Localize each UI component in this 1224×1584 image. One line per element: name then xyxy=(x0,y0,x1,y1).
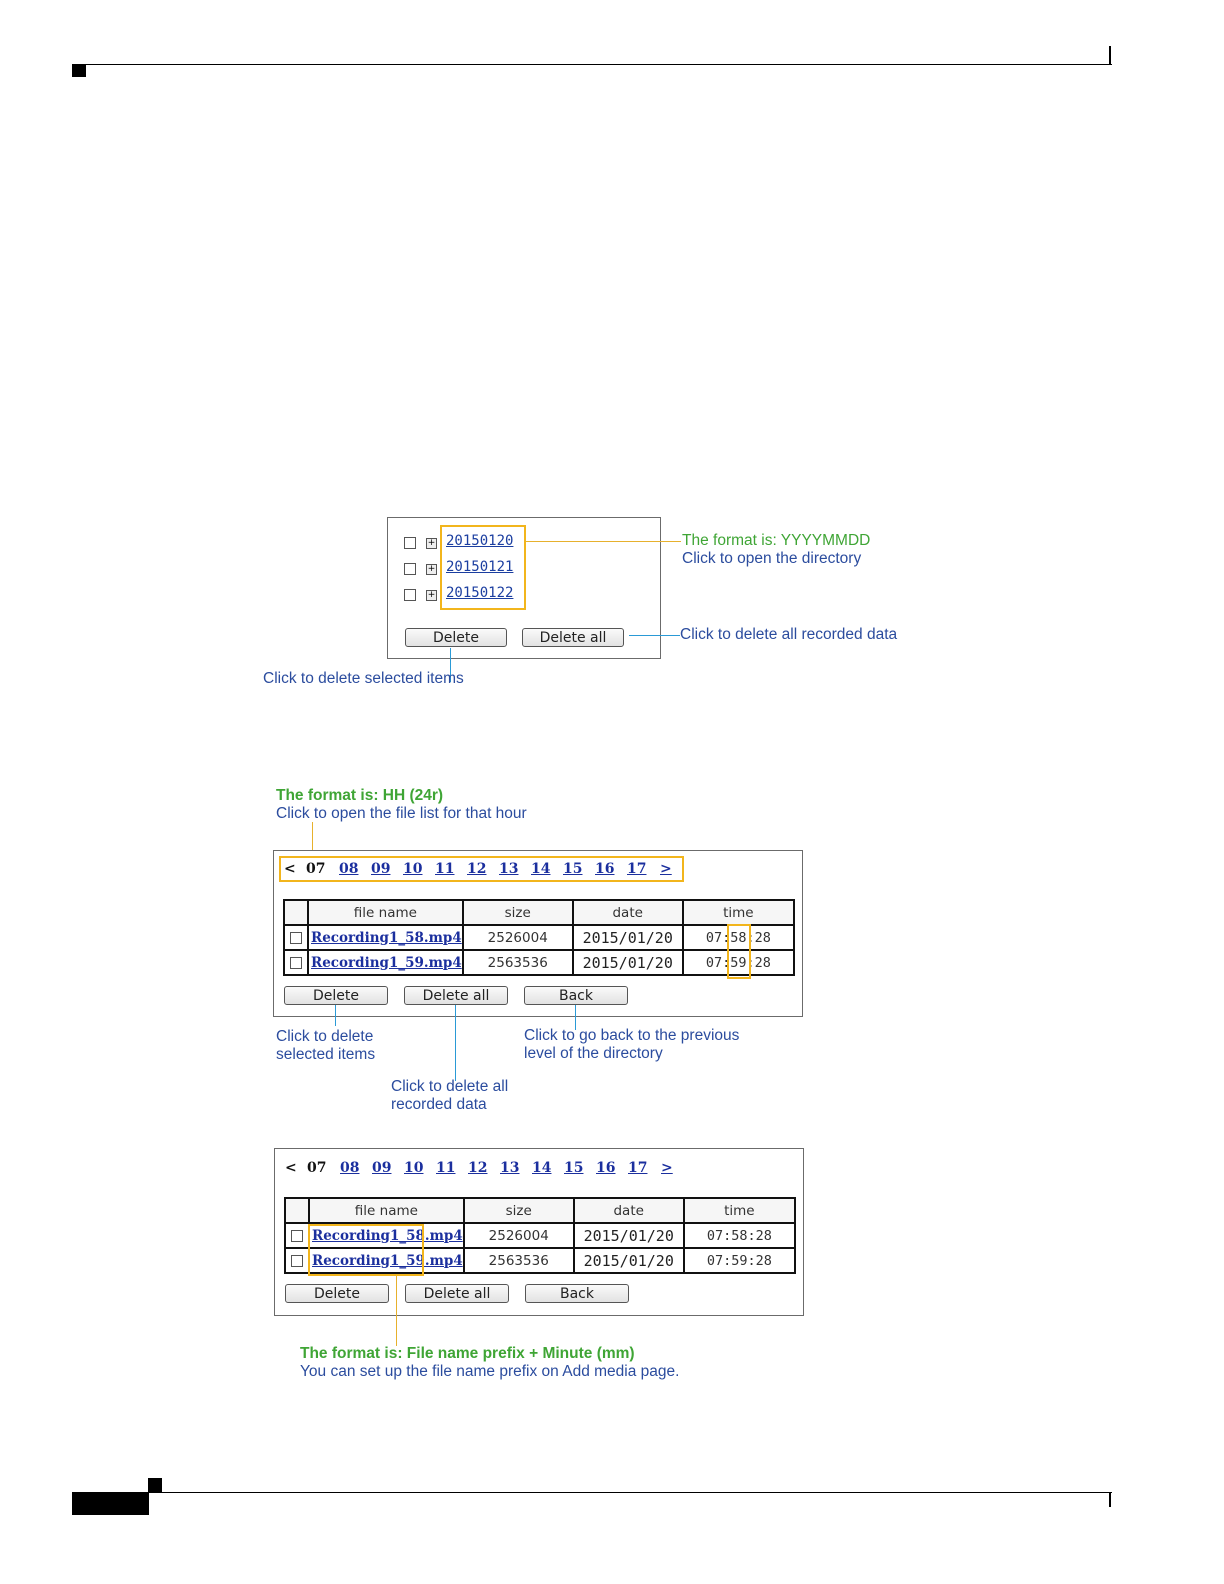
next-hour-link[interactable]: > xyxy=(661,1160,673,1176)
date-cell: 2015/01/20 xyxy=(574,1248,684,1273)
row-select-cell xyxy=(284,950,308,975)
table-row xyxy=(284,925,794,950)
hour-link[interactable]: 12 xyxy=(468,1160,488,1176)
header-rule xyxy=(72,64,1112,65)
row-checkbox[interactable] xyxy=(290,957,302,969)
time-cell: 07:59:28 xyxy=(684,1248,795,1273)
callout-format-hour: The format is: HH (24r) xyxy=(276,787,444,804)
time-cell: 07:59:28 xyxy=(683,950,794,975)
hour-link[interactable]: 12 xyxy=(467,861,487,877)
dir-checkbox-1[interactable] xyxy=(404,537,416,549)
date-cell: 2015/01/20 xyxy=(574,1223,684,1248)
hour-link[interactable]: 13 xyxy=(499,861,519,877)
column-header: file name xyxy=(309,1198,464,1223)
size-cell: 2526004 xyxy=(463,925,573,950)
next-hour-link[interactable]: > xyxy=(660,861,672,877)
footer-page-block xyxy=(72,1493,149,1515)
minute-highlight xyxy=(727,924,751,979)
callout-back: Click to go back to the previous xyxy=(524,1027,740,1044)
current-hour: 07 xyxy=(306,861,326,877)
time-cell: 07:58:28 xyxy=(684,1223,795,1248)
column-header: date xyxy=(574,1198,684,1223)
callout-back: level of the directory xyxy=(524,1045,663,1062)
file-table xyxy=(283,899,795,976)
callout-delete-selected: Click to delete selected items xyxy=(263,670,464,687)
callout-delete-all: Click to delete all xyxy=(391,1078,509,1095)
file-name-cell xyxy=(308,950,463,975)
row-checkbox[interactable] xyxy=(291,1255,303,1267)
time-cell: 07:58:28 xyxy=(683,925,794,950)
hour-link[interactable]: 15 xyxy=(563,861,583,877)
hour-link[interactable]: 10 xyxy=(404,1160,424,1176)
expand-icon[interactable]: + xyxy=(427,590,436,600)
callout-delete-all: recorded data xyxy=(391,1096,487,1113)
hour-link[interactable]: 08 xyxy=(340,1160,360,1176)
hour-link[interactable]: 17 xyxy=(628,1160,648,1176)
footer-rule xyxy=(72,1492,1112,1493)
row-checkbox[interactable] xyxy=(291,1230,303,1242)
size-cell: 2563536 xyxy=(464,1248,574,1273)
table-header-row xyxy=(284,900,794,925)
callout-format-filename: The format is: File name prefix + Minute (mm) xyxy=(300,1345,635,1362)
back-button[interactable]: Back xyxy=(525,1284,629,1303)
file-link[interactable]: Recording1_59.mp4 xyxy=(311,954,462,971)
row-checkbox[interactable] xyxy=(290,932,302,944)
prev-hour-link[interactable]: < xyxy=(285,1160,297,1176)
size-cell: 2563536 xyxy=(463,950,573,975)
file-link[interactable]: Recording1_59.mp4 xyxy=(312,1252,463,1269)
callout-delete-all: Click to delete all recorded data xyxy=(680,626,898,643)
delete-all-button[interactable]: Delete all xyxy=(404,986,508,1005)
dir-checkbox-3[interactable] xyxy=(404,589,416,601)
row-select-cell xyxy=(284,925,308,950)
hour-link[interactable]: 16 xyxy=(595,861,615,877)
column-header: size xyxy=(464,1198,574,1223)
leader-line xyxy=(455,1005,456,1081)
delete-all-button[interactable]: Delete all xyxy=(405,1284,509,1303)
delete-all-button[interactable]: Delete all xyxy=(522,628,624,647)
callout-delete-selected: Click to delete xyxy=(276,1028,374,1045)
delete-button[interactable]: Delete xyxy=(285,1284,389,1303)
table-header-row xyxy=(285,1198,795,1223)
callout-delete-selected: selected items xyxy=(276,1046,376,1063)
dir-link-3[interactable]: 20150122 xyxy=(446,585,514,601)
hour-link[interactable]: 09 xyxy=(371,861,391,877)
callout-open-directory: Click to open the directory xyxy=(682,550,862,567)
hour-link[interactable]: 11 xyxy=(435,861,455,877)
header-tick xyxy=(1109,46,1111,65)
directory-highlight xyxy=(440,525,526,610)
footer-marker xyxy=(148,1478,162,1492)
expand-icon[interactable]: + xyxy=(427,538,436,548)
leader-line xyxy=(629,635,680,636)
callout-prefix: You can set up the file name prefix on Add media page. xyxy=(300,1363,680,1380)
file-link[interactable]: Recording1_58.mp4 xyxy=(311,929,462,946)
leader-line xyxy=(335,1005,336,1026)
select-column-header xyxy=(285,1198,309,1223)
column-header: size xyxy=(463,900,573,925)
delete-button[interactable]: Delete xyxy=(284,986,388,1005)
callout-open-hour: Click to open the file list for that hour xyxy=(276,805,527,822)
hour-nav xyxy=(285,1160,685,1178)
hour-link[interactable]: 10 xyxy=(403,861,423,877)
column-header: time xyxy=(683,900,794,925)
callout-format-date: The format is: YYYYMMDD xyxy=(682,532,871,549)
hour-link[interactable]: 13 xyxy=(500,1160,520,1176)
hour-link[interactable]: 14 xyxy=(531,861,551,877)
table-row xyxy=(284,950,794,975)
size-cell: 2526004 xyxy=(464,1223,574,1248)
column-header: time xyxy=(684,1198,795,1223)
leader-line xyxy=(526,541,681,542)
column-header: file name xyxy=(308,900,463,925)
header-marker xyxy=(72,65,86,77)
hour-link[interactable]: 16 xyxy=(596,1160,616,1176)
hour-link[interactable]: 17 xyxy=(627,861,647,877)
row-select-cell xyxy=(285,1223,309,1248)
row-select-cell xyxy=(285,1248,309,1273)
dir-link-1[interactable]: 20150120 xyxy=(446,533,514,549)
dir-link-2[interactable]: 20150121 xyxy=(446,559,514,575)
footer-tick xyxy=(1109,1493,1111,1507)
delete-button[interactable]: Delete xyxy=(405,628,507,647)
select-column-header xyxy=(284,900,308,925)
back-button[interactable]: Back xyxy=(524,986,628,1005)
date-cell: 2015/01/20 xyxy=(573,950,683,975)
current-hour: 07 xyxy=(307,1160,327,1176)
leader-line xyxy=(396,1276,397,1346)
dir-checkbox-2[interactable] xyxy=(404,563,416,575)
hour-link[interactable]: 11 xyxy=(436,1160,456,1176)
file-link[interactable]: Recording1_58.mp4 xyxy=(312,1227,463,1244)
file-name-cell xyxy=(308,925,463,950)
date-cell: 2015/01/20 xyxy=(573,925,683,950)
prev-hour-link[interactable]: < xyxy=(284,861,296,877)
column-header: date xyxy=(573,900,683,925)
hour-link[interactable]: 09 xyxy=(372,1160,392,1176)
file-name-highlight xyxy=(308,1224,424,1276)
hour-link[interactable]: 15 xyxy=(564,1160,584,1176)
expand-icon[interactable]: + xyxy=(427,564,436,574)
hour-link[interactable]: 08 xyxy=(339,861,359,877)
hour-nav-highlight xyxy=(279,856,684,882)
hour-link[interactable]: 14 xyxy=(532,1160,552,1176)
